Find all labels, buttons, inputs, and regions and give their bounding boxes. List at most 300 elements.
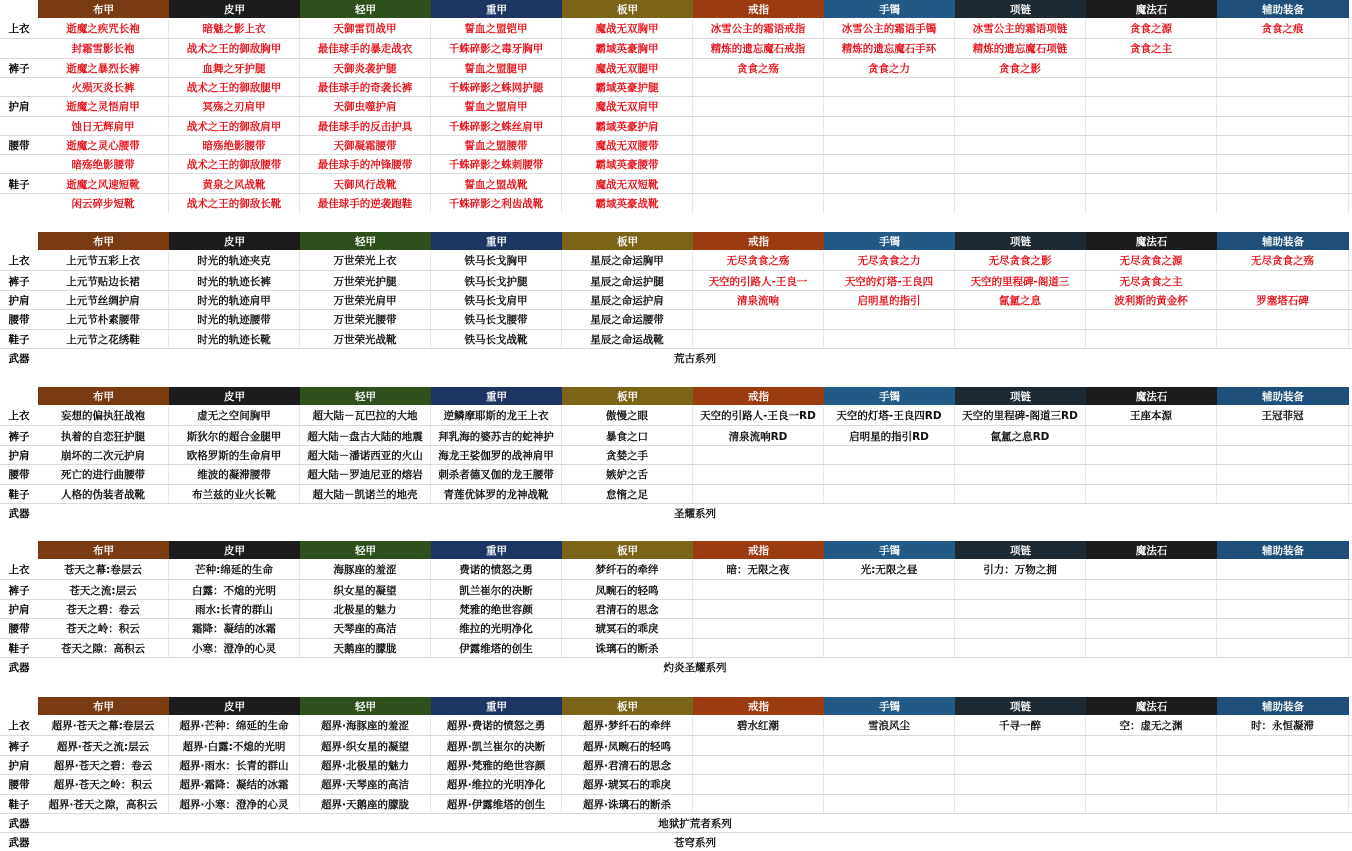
table-cell[interactable]: 超界·芒种：绵延的生命 <box>169 716 300 735</box>
header-5[interactable]: 戒指 <box>693 232 824 250</box>
table-cell[interactable] <box>1086 310 1217 329</box>
table-cell[interactable]: 超界·梦纤石的牵绊 <box>562 716 693 735</box>
table-cell[interactable]: 超界·梵雅的绝世容颜 <box>431 756 562 775</box>
table-cell[interactable]: 暗魅之影上衣 <box>169 19 300 38</box>
table-cell[interactable] <box>1086 174 1217 193</box>
header-2[interactable]: 轻甲 <box>300 0 431 18</box>
table-cell[interactable]: 超界·苍天之流:层云 <box>38 736 169 755</box>
header-0[interactable]: 布甲 <box>38 0 169 18</box>
table-cell[interactable] <box>955 580 1086 599</box>
table-cell[interactable]: 霸域英豪腰带 <box>562 155 693 174</box>
table-cell[interactable]: 超界·凯兰崔尔的决断 <box>431 736 562 755</box>
table-cell[interactable]: 最佳球手的冲锋腰带 <box>300 155 431 174</box>
header-8[interactable]: 魔法石 <box>1086 541 1217 559</box>
table-cell[interactable]: 战术之王的御敌腿甲 <box>169 78 300 97</box>
table-cell[interactable] <box>824 97 955 116</box>
table-cell[interactable] <box>1217 736 1349 755</box>
table-cell[interactable]: 超界·北极星的魅力 <box>300 756 431 775</box>
table-cell[interactable] <box>955 174 1086 193</box>
table-cell[interactable]: 万世荣光战靴 <box>300 330 431 349</box>
table-cell[interactable]: 逆鳞摩耶斯的龙王上衣 <box>431 406 562 425</box>
table-cell[interactable] <box>955 117 1086 136</box>
table-cell[interactable] <box>693 194 824 213</box>
table-cell[interactable]: 空：虚无之渊 <box>1086 716 1217 735</box>
header-2[interactable]: 轻甲 <box>300 232 431 250</box>
table-cell[interactable] <box>1086 580 1217 599</box>
table-cell[interactable]: 无尽贪食之源 <box>1086 251 1217 270</box>
table-cell[interactable] <box>824 795 955 814</box>
table-cell[interactable]: 超界·苍天之碧：卷云 <box>38 756 169 775</box>
table-cell[interactable]: 冰雪公主的霜语项链 <box>955 19 1086 38</box>
header-6[interactable]: 手镯 <box>824 541 955 559</box>
table-cell[interactable] <box>955 194 1086 213</box>
table-cell[interactable]: 冰雪公主的霜语手镯 <box>824 19 955 38</box>
table-cell[interactable] <box>693 639 824 658</box>
header-7[interactable]: 项链 <box>955 0 1086 18</box>
table-cell[interactable]: 维波的凝滞腰带 <box>169 465 300 484</box>
table-cell[interactable]: 超界·苍天之隙，高积云 <box>38 795 169 814</box>
table-cell[interactable]: 无尽贪食之影 <box>955 251 1086 270</box>
header-8[interactable]: 魔法石 <box>1086 697 1217 715</box>
table-cell[interactable]: 霸域英豪护肩 <box>562 117 693 136</box>
table-cell[interactable] <box>1086 756 1217 775</box>
table-cell[interactable] <box>824 580 955 599</box>
table-cell[interactable]: 魔战无双腰带 <box>562 136 693 155</box>
table-cell[interactable]: 氤氲之息RD <box>955 426 1086 445</box>
table-cell[interactable] <box>1217 619 1349 638</box>
table-cell[interactable]: 梦纤石的牵绊 <box>562 560 693 579</box>
table-cell[interactable] <box>693 174 824 193</box>
table-cell[interactable]: 白露：不熄的光明 <box>169 580 300 599</box>
table-cell[interactable]: 无尽贪食之力 <box>824 251 955 270</box>
table-cell[interactable] <box>955 136 1086 155</box>
table-cell[interactable]: 逝魔之灵悟肩甲 <box>38 97 169 116</box>
table-cell[interactable]: 超大陆－罗迪尼亚的熔岩 <box>300 465 431 484</box>
table-cell[interactable]: 星辰之命运护肩 <box>562 291 693 310</box>
table-cell[interactable]: 凯兰崔尔的决断 <box>431 580 562 599</box>
table-cell[interactable]: 时光的轨迹长靴 <box>169 330 300 349</box>
table-cell[interactable]: 苍天之岭：积云 <box>38 619 169 638</box>
table-cell[interactable] <box>1086 97 1217 116</box>
table-cell[interactable]: 蚀日无辉肩甲 <box>38 117 169 136</box>
table-cell[interactable]: 时光的轨迹腰带 <box>169 310 300 329</box>
table-cell[interactable] <box>1217 560 1349 579</box>
table-cell[interactable]: 天空的灯塔-王良四RD <box>824 406 955 425</box>
table-cell[interactable]: 无尽贪食之殇 <box>1217 251 1349 270</box>
table-cell[interactable]: 超大陆－盘古大陆的地震 <box>300 426 431 445</box>
table-cell[interactable]: 逝魔之疾咒长袍 <box>38 19 169 38</box>
table-cell[interactable]: 时光的轨迹长裤 <box>169 271 300 290</box>
table-cell[interactable]: 布兰兹的业火长靴 <box>169 485 300 504</box>
table-cell[interactable] <box>824 736 955 755</box>
table-cell[interactable]: 时：永恒凝滞 <box>1217 716 1349 735</box>
table-cell[interactable]: 时光的轨迹肩甲 <box>169 291 300 310</box>
table-cell[interactable] <box>955 795 1086 814</box>
table-cell[interactable]: 精炼的遗忘魔石项链 <box>955 39 1086 58</box>
table-cell[interactable]: 超界·海豚座的羞涩 <box>300 716 431 735</box>
table-cell[interactable]: 费诺的愤怒之勇 <box>431 560 562 579</box>
table-cell[interactable] <box>824 446 955 465</box>
table-cell[interactable] <box>1217 426 1349 445</box>
table-cell[interactable] <box>955 446 1086 465</box>
table-cell[interactable]: 诛璃石的断杀 <box>562 639 693 658</box>
table-cell[interactable]: 凤畹石的轻鸣 <box>562 580 693 599</box>
table-cell[interactable]: 织女星的凝望 <box>300 580 431 599</box>
table-cell[interactable]: 魔战无双短靴 <box>562 174 693 193</box>
table-cell[interactable]: 千蛛碎影之蛛刺腰带 <box>431 155 562 174</box>
table-cell[interactable]: 上元节之花绣鞋 <box>38 330 169 349</box>
table-cell[interactable]: 冥殇之刃肩甲 <box>169 97 300 116</box>
table-cell[interactable] <box>955 639 1086 658</box>
header-9[interactable]: 辅助装备 <box>1217 697 1349 715</box>
header-0[interactable]: 布甲 <box>38 697 169 715</box>
table-cell[interactable]: 超大陆－潘诺西亚的火山 <box>300 446 431 465</box>
table-cell[interactable]: 时光的轨迹夹克 <box>169 251 300 270</box>
table-cell[interactable] <box>693 446 824 465</box>
table-cell[interactable]: 小寒：澄净的心灵 <box>169 639 300 658</box>
table-cell[interactable] <box>693 795 824 814</box>
table-cell[interactable] <box>955 485 1086 504</box>
table-cell[interactable]: 魔战无双肩甲 <box>562 97 693 116</box>
table-cell[interactable] <box>1086 775 1217 794</box>
table-cell[interactable]: 铁马长戈护腿 <box>431 271 562 290</box>
table-cell[interactable] <box>824 174 955 193</box>
table-cell[interactable] <box>693 485 824 504</box>
table-cell[interactable]: 千蛛碎影之毒牙胸甲 <box>431 39 562 58</box>
header-9[interactable]: 辅助装备 <box>1217 541 1349 559</box>
table-cell[interactable]: 上元节贴边长裙 <box>38 271 169 290</box>
table-cell[interactable]: 誓血之盟战靴 <box>431 174 562 193</box>
table-cell[interactable] <box>955 736 1086 755</box>
table-cell[interactable]: 维拉的光明净化 <box>431 619 562 638</box>
table-cell[interactable] <box>1217 155 1349 174</box>
table-cell[interactable] <box>824 639 955 658</box>
table-cell[interactable] <box>1217 446 1349 465</box>
table-cell[interactable]: 伊露维塔的创生 <box>431 639 562 658</box>
table-cell[interactable]: 霜降：凝结的冰霜 <box>169 619 300 638</box>
table-cell[interactable]: 冰雪公主的霜语戒指 <box>693 19 824 38</box>
table-cell[interactable]: 天御虫噬护肩 <box>300 97 431 116</box>
table-cell[interactable]: 超界·天鹅座的朦胧 <box>300 795 431 814</box>
table-cell[interactable] <box>824 465 955 484</box>
table-cell[interactable]: 超大陆－瓦巴拉的大地 <box>300 406 431 425</box>
table-cell[interactable] <box>693 580 824 599</box>
table-cell[interactable]: 千蛛碎影之蛛网护腿 <box>431 78 562 97</box>
table-cell[interactable]: 战术之王的御敌胸甲 <box>169 39 300 58</box>
table-cell[interactable]: 上元节五彩上衣 <box>38 251 169 270</box>
table-cell[interactable] <box>1086 560 1217 579</box>
table-cell[interactable]: 霸域英豪护腿 <box>562 78 693 97</box>
table-cell[interactable]: 清泉流响 <box>693 291 824 310</box>
table-cell[interactable]: 天御凝霜腰带 <box>300 136 431 155</box>
header-3[interactable]: 重甲 <box>431 697 562 715</box>
table-cell[interactable]: 火殒灭炎长裤 <box>38 78 169 97</box>
table-cell[interactable]: 精炼的遗忘魔石戒指 <box>693 39 824 58</box>
table-cell[interactable] <box>1217 580 1349 599</box>
table-cell[interactable] <box>693 117 824 136</box>
table-cell[interactable]: 霸域英豪战靴 <box>562 194 693 213</box>
table-cell[interactable]: 雨水:长青的群山 <box>169 600 300 619</box>
table-cell[interactable]: 超界·君清石的思念 <box>562 756 693 775</box>
table-cell[interactable]: 斯狄尔的超合金腿甲 <box>169 426 300 445</box>
table-cell[interactable] <box>1217 330 1349 349</box>
table-cell[interactable]: 超界·诛璃石的断杀 <box>562 795 693 814</box>
table-cell[interactable]: 封霜雪影长袍 <box>38 39 169 58</box>
table-cell[interactable] <box>824 485 955 504</box>
table-cell[interactable] <box>824 78 955 97</box>
header-0[interactable]: 布甲 <box>38 232 169 250</box>
table-cell[interactable]: 精炼的遗忘魔石手环 <box>824 39 955 58</box>
table-cell[interactable]: 死亡的进行曲腰带 <box>38 465 169 484</box>
table-cell[interactable] <box>693 465 824 484</box>
table-cell[interactable] <box>1086 465 1217 484</box>
table-cell[interactable]: 苍天之幕:卷层云 <box>38 560 169 579</box>
table-cell[interactable] <box>1217 174 1349 193</box>
table-cell[interactable]: 万世荣光上衣 <box>300 251 431 270</box>
table-cell[interactable]: 超界·天琴座的高洁 <box>300 775 431 794</box>
table-cell[interactable] <box>1086 117 1217 136</box>
table-cell[interactable]: 超界·织女星的凝望 <box>300 736 431 755</box>
table-cell[interactable] <box>1086 426 1217 445</box>
table-cell[interactable] <box>1086 194 1217 213</box>
table-cell[interactable] <box>955 465 1086 484</box>
table-cell[interactable]: 启明星的指引RD <box>824 426 955 445</box>
table-cell[interactable] <box>1086 155 1217 174</box>
table-cell[interactable]: 执着的自恋狂护腿 <box>38 426 169 445</box>
table-cell[interactable]: 誓血之盟腰带 <box>431 136 562 155</box>
table-cell[interactable]: 超界·苍天之岭：积云 <box>38 775 169 794</box>
table-cell[interactable]: 暴食之口 <box>562 426 693 445</box>
table-cell[interactable] <box>693 736 824 755</box>
table-cell[interactable] <box>693 97 824 116</box>
header-2[interactable]: 轻甲 <box>300 697 431 715</box>
header-5[interactable]: 戒指 <box>693 697 824 715</box>
table-cell[interactable]: 无尽贪食之殇 <box>693 251 824 270</box>
header-2[interactable]: 轻甲 <box>300 387 431 405</box>
table-cell[interactable]: 傲慢之眼 <box>562 406 693 425</box>
table-cell[interactable] <box>1217 194 1349 213</box>
table-cell[interactable] <box>693 330 824 349</box>
table-cell[interactable] <box>1086 795 1217 814</box>
table-cell[interactable]: 誓血之盟铠甲 <box>431 19 562 38</box>
header-3[interactable]: 重甲 <box>431 0 562 18</box>
table-cell[interactable] <box>955 310 1086 329</box>
table-cell[interactable] <box>955 619 1086 638</box>
table-cell[interactable] <box>824 155 955 174</box>
table-cell[interactable] <box>1086 485 1217 504</box>
header-9[interactable]: 辅助装备 <box>1217 232 1349 250</box>
table-cell[interactable]: 嫉妒之舌 <box>562 465 693 484</box>
header-9[interactable]: 辅助装备 <box>1217 0 1349 18</box>
header-0[interactable]: 布甲 <box>38 541 169 559</box>
table-cell[interactable] <box>1217 795 1349 814</box>
table-cell[interactable]: 超界·苍天之幕:卷层云 <box>38 716 169 735</box>
table-cell[interactable]: 闲云碎步短靴 <box>38 194 169 213</box>
table-cell[interactable]: 铁马长戈胸甲 <box>431 251 562 270</box>
table-cell[interactable]: 碧水红潮 <box>693 716 824 735</box>
table-cell[interactable] <box>1217 465 1349 484</box>
table-cell[interactable]: 贪食之影 <box>955 59 1086 78</box>
table-cell[interactable] <box>955 78 1086 97</box>
table-cell[interactable] <box>693 78 824 97</box>
header-5[interactable]: 戒指 <box>693 387 824 405</box>
table-cell[interactable]: 战术之王的御敌长靴 <box>169 194 300 213</box>
table-cell[interactable]: 琥冥石的乖戾 <box>562 619 693 638</box>
header-3[interactable]: 重甲 <box>431 541 562 559</box>
table-cell[interactable] <box>1086 446 1217 465</box>
table-cell[interactable]: 逝魔之暴烈长裤 <box>38 59 169 78</box>
table-cell[interactable]: 无尽贪食之主 <box>1086 271 1217 290</box>
table-cell[interactable]: 血舞之牙护腿 <box>169 59 300 78</box>
table-cell[interactable]: 上元节丝绸护肩 <box>38 291 169 310</box>
table-cell[interactable]: 暗：无限之夜 <box>693 560 824 579</box>
table-cell[interactable]: 千寻一醉 <box>955 716 1086 735</box>
header-6[interactable]: 手镯 <box>824 387 955 405</box>
header-5[interactable]: 戒指 <box>693 0 824 18</box>
header-3[interactable]: 重甲 <box>431 387 562 405</box>
table-cell[interactable]: 光:无限之昼 <box>824 560 955 579</box>
table-cell[interactable]: 万世荣光腰带 <box>300 310 431 329</box>
table-cell[interactable] <box>824 619 955 638</box>
table-cell[interactable]: 苍天之隙：高积云 <box>38 639 169 658</box>
table-cell[interactable]: 星辰之命运护腿 <box>562 271 693 290</box>
table-cell[interactable] <box>1086 330 1217 349</box>
header-4[interactable]: 板甲 <box>562 0 693 18</box>
header-1[interactable]: 皮甲 <box>169 387 300 405</box>
table-cell[interactable] <box>1086 619 1217 638</box>
table-cell[interactable]: 黄泉之风战靴 <box>169 174 300 193</box>
table-cell[interactable]: 天空的里程碑-阁道三RD <box>955 406 1086 425</box>
table-cell[interactable]: 贪婪之手 <box>562 446 693 465</box>
table-cell[interactable]: 天空的引路人-王良一RD <box>693 406 824 425</box>
table-cell[interactable]: 最佳球手的奇袭长裤 <box>300 78 431 97</box>
table-cell[interactable]: 魔战无双腿甲 <box>562 59 693 78</box>
table-cell[interactable]: 天御风行战靴 <box>300 174 431 193</box>
table-cell[interactable]: 超界·雨水：长青的群山 <box>169 756 300 775</box>
header-2[interactable]: 轻甲 <box>300 541 431 559</box>
table-cell[interactable] <box>824 756 955 775</box>
table-cell[interactable] <box>824 194 955 213</box>
table-cell[interactable]: 天空的引路人-王良一 <box>693 271 824 290</box>
header-8[interactable]: 魔法石 <box>1086 232 1217 250</box>
table-cell[interactable]: 最佳球手的逆袭跑鞋 <box>300 194 431 213</box>
table-cell[interactable]: 暗殇绝影腰带 <box>38 155 169 174</box>
table-cell[interactable]: 北极星的魅力 <box>300 600 431 619</box>
header-8[interactable]: 魔法石 <box>1086 387 1217 405</box>
table-cell[interactable]: 星辰之命运胸甲 <box>562 251 693 270</box>
table-cell[interactable]: 最佳球手的暴走战衣 <box>300 39 431 58</box>
table-cell[interactable] <box>693 310 824 329</box>
table-cell[interactable] <box>1217 59 1349 78</box>
table-cell[interactable]: 铁马长戈腰带 <box>431 310 562 329</box>
table-cell[interactable] <box>693 155 824 174</box>
table-cell[interactable]: 天空的灯塔-王良四 <box>824 271 955 290</box>
table-cell[interactable] <box>1086 736 1217 755</box>
header-7[interactable]: 项链 <box>955 541 1086 559</box>
table-cell[interactable]: 拜乳海的婆苏吉的蛇神护 <box>431 426 562 445</box>
header-6[interactable]: 手镯 <box>824 0 955 18</box>
table-cell[interactable] <box>955 600 1086 619</box>
table-cell[interactable]: 苍天之碧：卷云 <box>38 600 169 619</box>
table-cell[interactable] <box>1217 271 1349 290</box>
table-cell[interactable]: 铁马长戈肩甲 <box>431 291 562 310</box>
table-cell[interactable]: 海豚座的羞涩 <box>300 560 431 579</box>
table-cell[interactable] <box>824 117 955 136</box>
table-cell[interactable]: 贪食之源 <box>1086 19 1217 38</box>
table-cell[interactable]: 梵雅的绝世容颜 <box>431 600 562 619</box>
header-4[interactable]: 板甲 <box>562 232 693 250</box>
table-cell[interactable] <box>824 136 955 155</box>
table-cell[interactable]: 逝魔之灵心腰带 <box>38 136 169 155</box>
table-cell[interactable] <box>1217 97 1349 116</box>
table-cell[interactable] <box>1217 485 1349 504</box>
table-cell[interactable] <box>1217 756 1349 775</box>
header-3[interactable]: 重甲 <box>431 232 562 250</box>
table-cell[interactable] <box>693 600 824 619</box>
table-cell[interactable]: 万世荣光护腿 <box>300 271 431 290</box>
table-cell[interactable] <box>1086 600 1217 619</box>
table-cell[interactable] <box>1086 59 1217 78</box>
header-4[interactable]: 板甲 <box>562 697 693 715</box>
table-cell[interactable] <box>824 310 955 329</box>
table-cell[interactable]: 刺杀者德叉伽的龙王腰带 <box>431 465 562 484</box>
table-cell[interactable]: 超界·凤畹石的轻鸣 <box>562 736 693 755</box>
table-cell[interactable]: 崩坏的二次元护肩 <box>38 446 169 465</box>
table-cell[interactable]: 天御炎袭护腿 <box>300 59 431 78</box>
table-cell[interactable] <box>693 136 824 155</box>
table-cell[interactable]: 氤氲之息 <box>955 291 1086 310</box>
table-cell[interactable]: 罗塞塔石碑 <box>1217 291 1349 310</box>
table-cell[interactable]: 青莲优钵罗的龙神战靴 <box>431 485 562 504</box>
table-cell[interactable] <box>824 330 955 349</box>
table-cell[interactable]: 星辰之命运腰带 <box>562 310 693 329</box>
table-cell[interactable]: 铁马长戈战靴 <box>431 330 562 349</box>
table-cell[interactable]: 天御雷罚战甲 <box>300 19 431 38</box>
header-1[interactable]: 皮甲 <box>169 697 300 715</box>
table-cell[interactable]: 启明星的指引 <box>824 291 955 310</box>
table-cell[interactable]: 欧格罗斯的生命肩甲 <box>169 446 300 465</box>
table-cell[interactable] <box>955 97 1086 116</box>
table-cell[interactable]: 千蛛碎影之利齿战靴 <box>431 194 562 213</box>
table-cell[interactable] <box>1217 117 1349 136</box>
table-cell[interactable]: 虚无之空间胸甲 <box>169 406 300 425</box>
table-cell[interactable]: 战术之王的御敌肩甲 <box>169 117 300 136</box>
header-6[interactable]: 手镯 <box>824 232 955 250</box>
table-cell[interactable]: 上元节朴素腰带 <box>38 310 169 329</box>
table-cell[interactable] <box>693 756 824 775</box>
header-6[interactable]: 手镯 <box>824 697 955 715</box>
table-cell[interactable]: 怠惰之足 <box>562 485 693 504</box>
header-0[interactable]: 布甲 <box>38 387 169 405</box>
table-cell[interactable]: 贪食之殇 <box>693 59 824 78</box>
table-cell[interactable]: 雪浪风尘 <box>824 716 955 735</box>
table-cell[interactable] <box>824 775 955 794</box>
table-cell[interactable] <box>693 619 824 638</box>
table-cell[interactable]: 芒种:绵延的生命 <box>169 560 300 579</box>
table-cell[interactable] <box>1086 78 1217 97</box>
table-cell[interactable]: 天空的里程碑-阁道三 <box>955 271 1086 290</box>
table-cell[interactable]: 魔战无双胸甲 <box>562 19 693 38</box>
table-cell[interactable] <box>1217 136 1349 155</box>
table-cell[interactable]: 海龙王娑伽罗的战神肩甲 <box>431 446 562 465</box>
table-cell[interactable]: 天琴座的高洁 <box>300 619 431 638</box>
table-cell[interactable] <box>1217 78 1349 97</box>
table-cell[interactable]: 王座本源 <box>1086 406 1217 425</box>
table-cell[interactable]: 超界·伊露维塔的创生 <box>431 795 562 814</box>
header-4[interactable]: 板甲 <box>562 387 693 405</box>
header-1[interactable]: 皮甲 <box>169 232 300 250</box>
table-cell[interactable]: 超界·琥冥石的乖戾 <box>562 775 693 794</box>
